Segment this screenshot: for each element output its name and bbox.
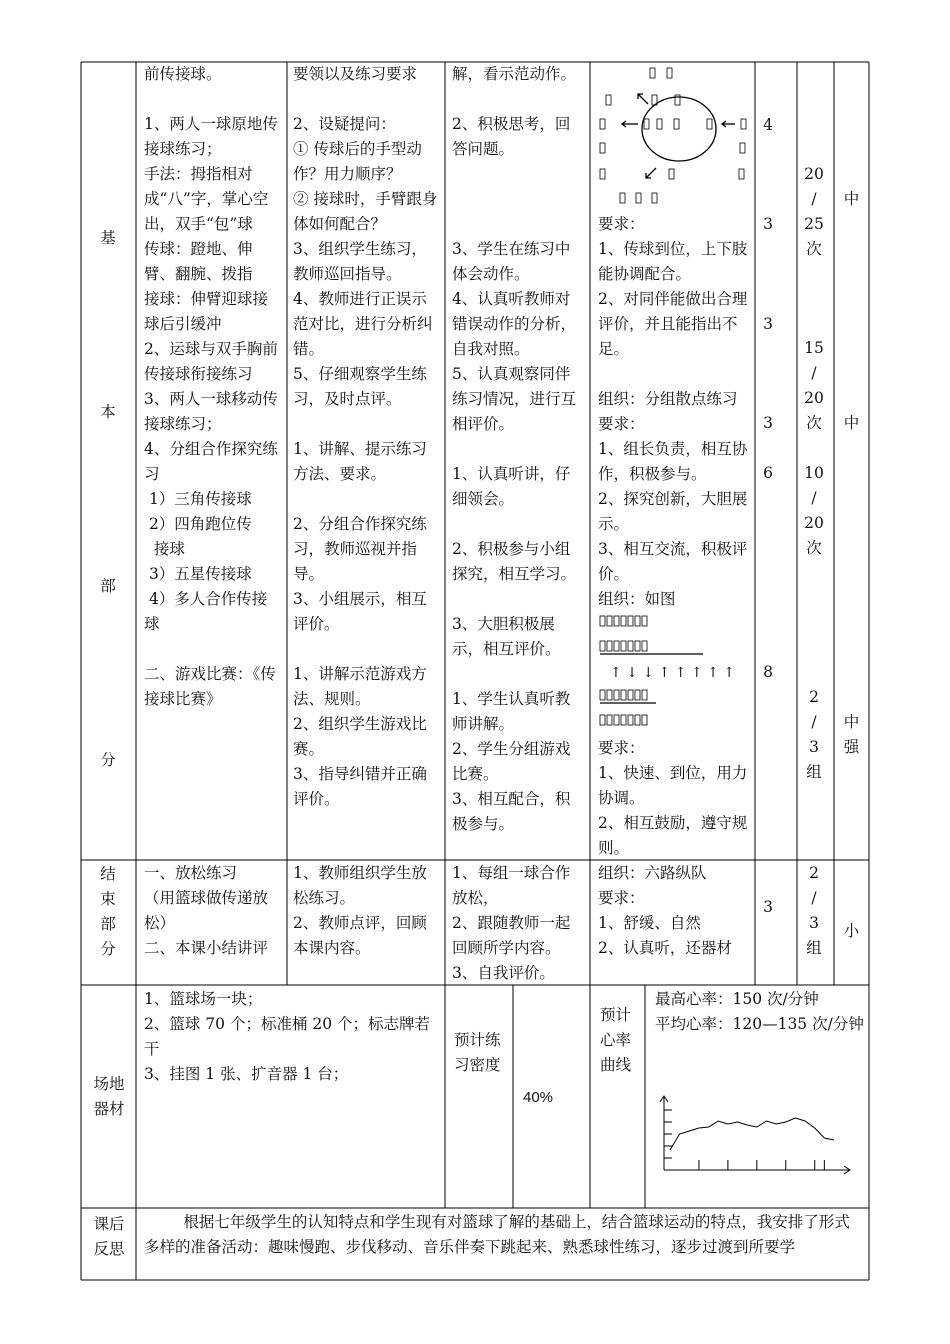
density-value: 40% bbox=[523, 1089, 554, 1106]
heart-rate-chart bbox=[650, 1092, 860, 1182]
end-intensity: 小 bbox=[843, 922, 860, 940]
heart-rate-curve bbox=[670, 1118, 834, 1150]
basic-reps-1: 20 / 25 次 bbox=[804, 165, 824, 258]
end-reps: 2 / 3 组 bbox=[806, 864, 822, 957]
avg-heart-rate: 平均心率：120—135 次/分钟 bbox=[655, 1015, 864, 1033]
basic-section-char-1: 基 bbox=[100, 229, 116, 247]
basic-time-3: 3 bbox=[763, 315, 773, 333]
basic-intensity-2: 中 bbox=[843, 414, 860, 432]
reflection-label: 课后 反思 bbox=[93, 1215, 125, 1258]
end-section-label: 结 束 部 分 bbox=[100, 865, 116, 958]
basic-section-char-3: 部 bbox=[100, 577, 116, 595]
basic-time-5: 6 bbox=[763, 464, 773, 482]
equipment-items: 1、篮球场一块； 2、篮球 70 个；标准桶 20 个；标志牌若干 3、挂图 1 张、扩音器 1 台； bbox=[144, 990, 431, 1083]
basic-student-activity: 解，看示范动作。 2、积极思考，回答问题。 3、学生在练习中体会动作。 4、认真听教师对错误动作的分析，自我对照。 5、认真观察同伴练习情况，进行互相评价。 1、认真听讲，仔细领会。 2、积极参与小组探究，相互学习。 3、大胆积极展示，相互评价。 1、学生认真听教师讲解。 2、学生分组游戏比赛。 3、相互配合，积极参与。 bbox=[452, 65, 577, 833]
end-teacher-activity: 1、教师组织学生放松练习。 2、教师点评，回顾本课内容。 bbox=[293, 864, 427, 957]
basic-time-4: 3 bbox=[763, 414, 773, 432]
end-time: 3 bbox=[763, 898, 773, 916]
basic-content: 前传接球。 1、两人一球原地传接球练习； 手法：拇指相对成“八”字，掌心空出，双手“包”球 传球：蹬地、伸臂、翻腕、拨指 接球：伸臂迎球接球后引缓冲 2、运球与双手胸前传接球衔接练习 3、两人一球移动传接球练习； 4、分组合作探究练习 1）三角传接球 2）四角跑位传 接球 3）五星传接球 4）多人合作传接球 二、游戏比赛：《传接球比赛》 bbox=[144, 65, 278, 708]
basic-reps-3: 10 / 20 次 bbox=[804, 464, 824, 557]
density-label: 预计练 习密度 bbox=[454, 1031, 501, 1074]
basic-intensity-3: 中 强 bbox=[843, 713, 860, 756]
basic-reps-2: 15 / 20 次 bbox=[804, 339, 824, 432]
basic-intensity-1: 中 bbox=[843, 190, 860, 208]
end-content: 一、放松练习 （用篮球做传递放松） 二、本课小结讲评 bbox=[144, 864, 269, 957]
basic-teacher-activity: 要领以及练习要求 2、设疑提问： ① 传球后的手型动作？用力顺序？ ② 接球时，手臂跟身体如何配合？ 3、组织学生练习，教师巡回指导。 4、教师进行正误示范对比，进行分析纠错。 5、仔细观察学生练习，及时点评。 1、讲解、提示练习方法、要求。 2、分组合作探究练习，教师巡视并指导。 3、小组展示，相互评价。 1、讲解示范游戏方法、规则。 2、组织学生游戏比赛。 3、指导纠错并正确评价。 bbox=[293, 65, 438, 808]
basic-time-6: 8 bbox=[763, 663, 773, 681]
formation-arrows: ↑ ↓ ↓ ↑ ↑ ↑ ↑ ↑ bbox=[610, 665, 735, 681]
end-student-activity: 1、每组一球合作放松， 2、跟随教师一起回顾所学内容。 3、自我评价。 bbox=[452, 864, 571, 982]
basic-organization-top: 要求： 1、传球到位，上下肢能协调配合。 2、对同伴能做出合理评价，并且能指出不足。 组织：分组散点练习 要求： 1、组长负责，相互协作，积极参与。 2、探究创新，大胆展示。 3、相互交流，积极评价。 组织：如图 bbox=[598, 215, 748, 608]
basic-section-char-2: 本 bbox=[100, 403, 116, 421]
end-organization: 组织：六路纵队 要求： 1、舒缓、自然 2、认真听，还器材 bbox=[598, 864, 732, 957]
basic-organization-bottom: 要求： 1、快速、到位，用力协调。 2、相互鼓励，遵守规则。 bbox=[598, 739, 748, 857]
heart-rate-curve-label: 预计 心率 曲线 bbox=[600, 1006, 632, 1074]
basic-time-2: 3 bbox=[763, 215, 773, 233]
basic-reps-4: 2 / 3 组 bbox=[806, 688, 822, 781]
reflection-text: 根据七年级学生的认知特点和学生现有对篮球了解的基础上，结合篮球运动的特点，我安排了形式多样的准备活动：趣味慢跑、步伐移动、音乐伴奏下跳起来、熟悉球性练习，逐步过渡到所要学 bbox=[144, 1213, 850, 1256]
basic-section-char-4: 分 bbox=[100, 751, 116, 769]
max-heart-rate: 最高心率：150 次/分钟 bbox=[655, 990, 819, 1008]
basic-time-1: 4 bbox=[763, 116, 773, 134]
equipment-label: 场地 器材 bbox=[93, 1075, 125, 1118]
player-markers bbox=[600, 68, 746, 203]
